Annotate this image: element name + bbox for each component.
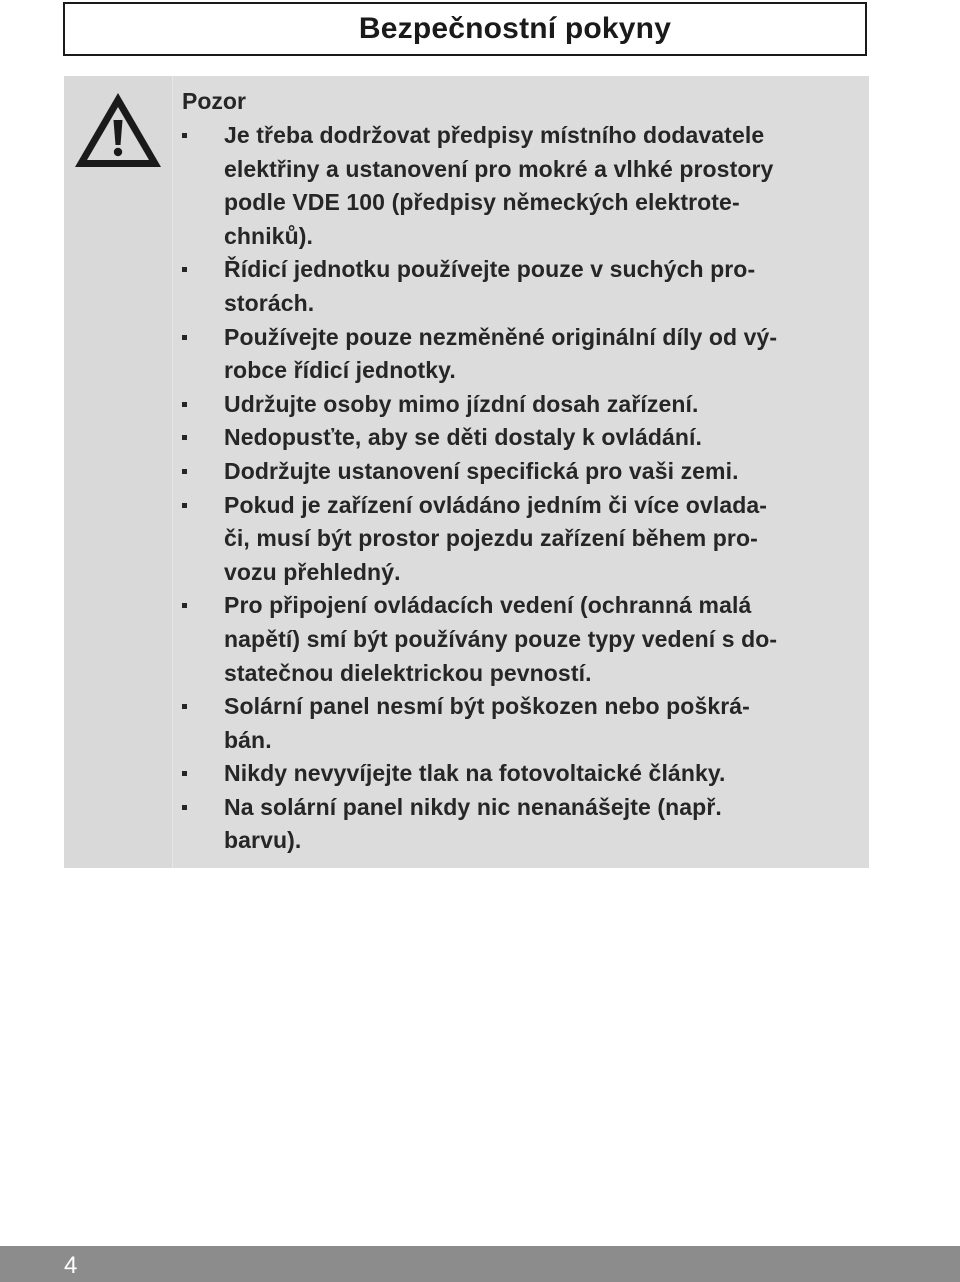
warning-triangle-icon (72, 90, 164, 170)
bullet-icon (182, 603, 187, 608)
list-item (182, 690, 862, 757)
list-item-text: Je třeba dodržovat předpisy místního dodavatele elektřiny a ustanovení pro mokré a vlhké prostory podle VDE 100 (předpisy německých elektrote- chniků). (224, 122, 774, 249)
list-item-text: Dodržujte ustanovení specifická pro vaši zemi. (224, 457, 739, 484)
bullet-icon (182, 402, 187, 407)
bullet-icon (182, 704, 187, 709)
list-item (182, 791, 862, 858)
bullet-icon (182, 335, 187, 340)
list-item-text: Nedopusťte, aby se děti dostaly k ovládání. (224, 424, 703, 451)
bullet-icon (182, 503, 187, 508)
list-item-text: Pro připojení ovládacích vedení (ochranná malá napětí) smí být používány pouze typy vedení s do- statečnou dielektrickou pevností. (224, 592, 778, 686)
list-item (182, 421, 862, 455)
list-item-text: Používejte pouze nezměněné originální díly od vý- robce řídicí jednotky. (224, 323, 778, 384)
bullet-icon (182, 435, 187, 440)
list-item-text: Na solární panel nikdy nic nenanášejte (např. barvu). (224, 793, 722, 854)
bullet-icon (182, 469, 187, 474)
list-item-text: Nikdy nevyvíjejte tlak na fotovoltaické články. (224, 760, 726, 787)
bullet-icon (182, 805, 187, 810)
list-item (182, 119, 862, 253)
list-item (182, 455, 862, 489)
list-item-text: Solární panel nesmí být poškozen nebo poškrá- bán. (224, 693, 750, 753)
list-item (182, 253, 862, 320)
title-box (63, 2, 867, 56)
bullet-icon (182, 133, 187, 138)
page-title: Bezpečnostní pokyny (358, 12, 672, 45)
page-number: 4 (64, 1252, 78, 1279)
list-item (182, 757, 862, 791)
list-item (182, 388, 862, 422)
list-item (182, 489, 862, 590)
list-item-text: Udržujte osoby mimo jízdní dosah zařízení. (224, 390, 699, 417)
bullet-icon (182, 771, 187, 776)
list-item-text: Pokud je zařízení ovládáno jedním či více ovlada- či, musí být prostor pojezdu zařízení během pro- vozu přehledný. (224, 491, 768, 585)
footer-bar (0, 1246, 960, 1282)
bullet-icon (182, 267, 187, 272)
list-item (182, 589, 862, 690)
safety-instructions-list (182, 119, 862, 858)
list-item-text: Řídicí jednotku používejte pouze v suchých pro- storách. (224, 256, 756, 316)
notice-heading: Pozor (182, 88, 246, 114)
list-item (182, 321, 862, 388)
